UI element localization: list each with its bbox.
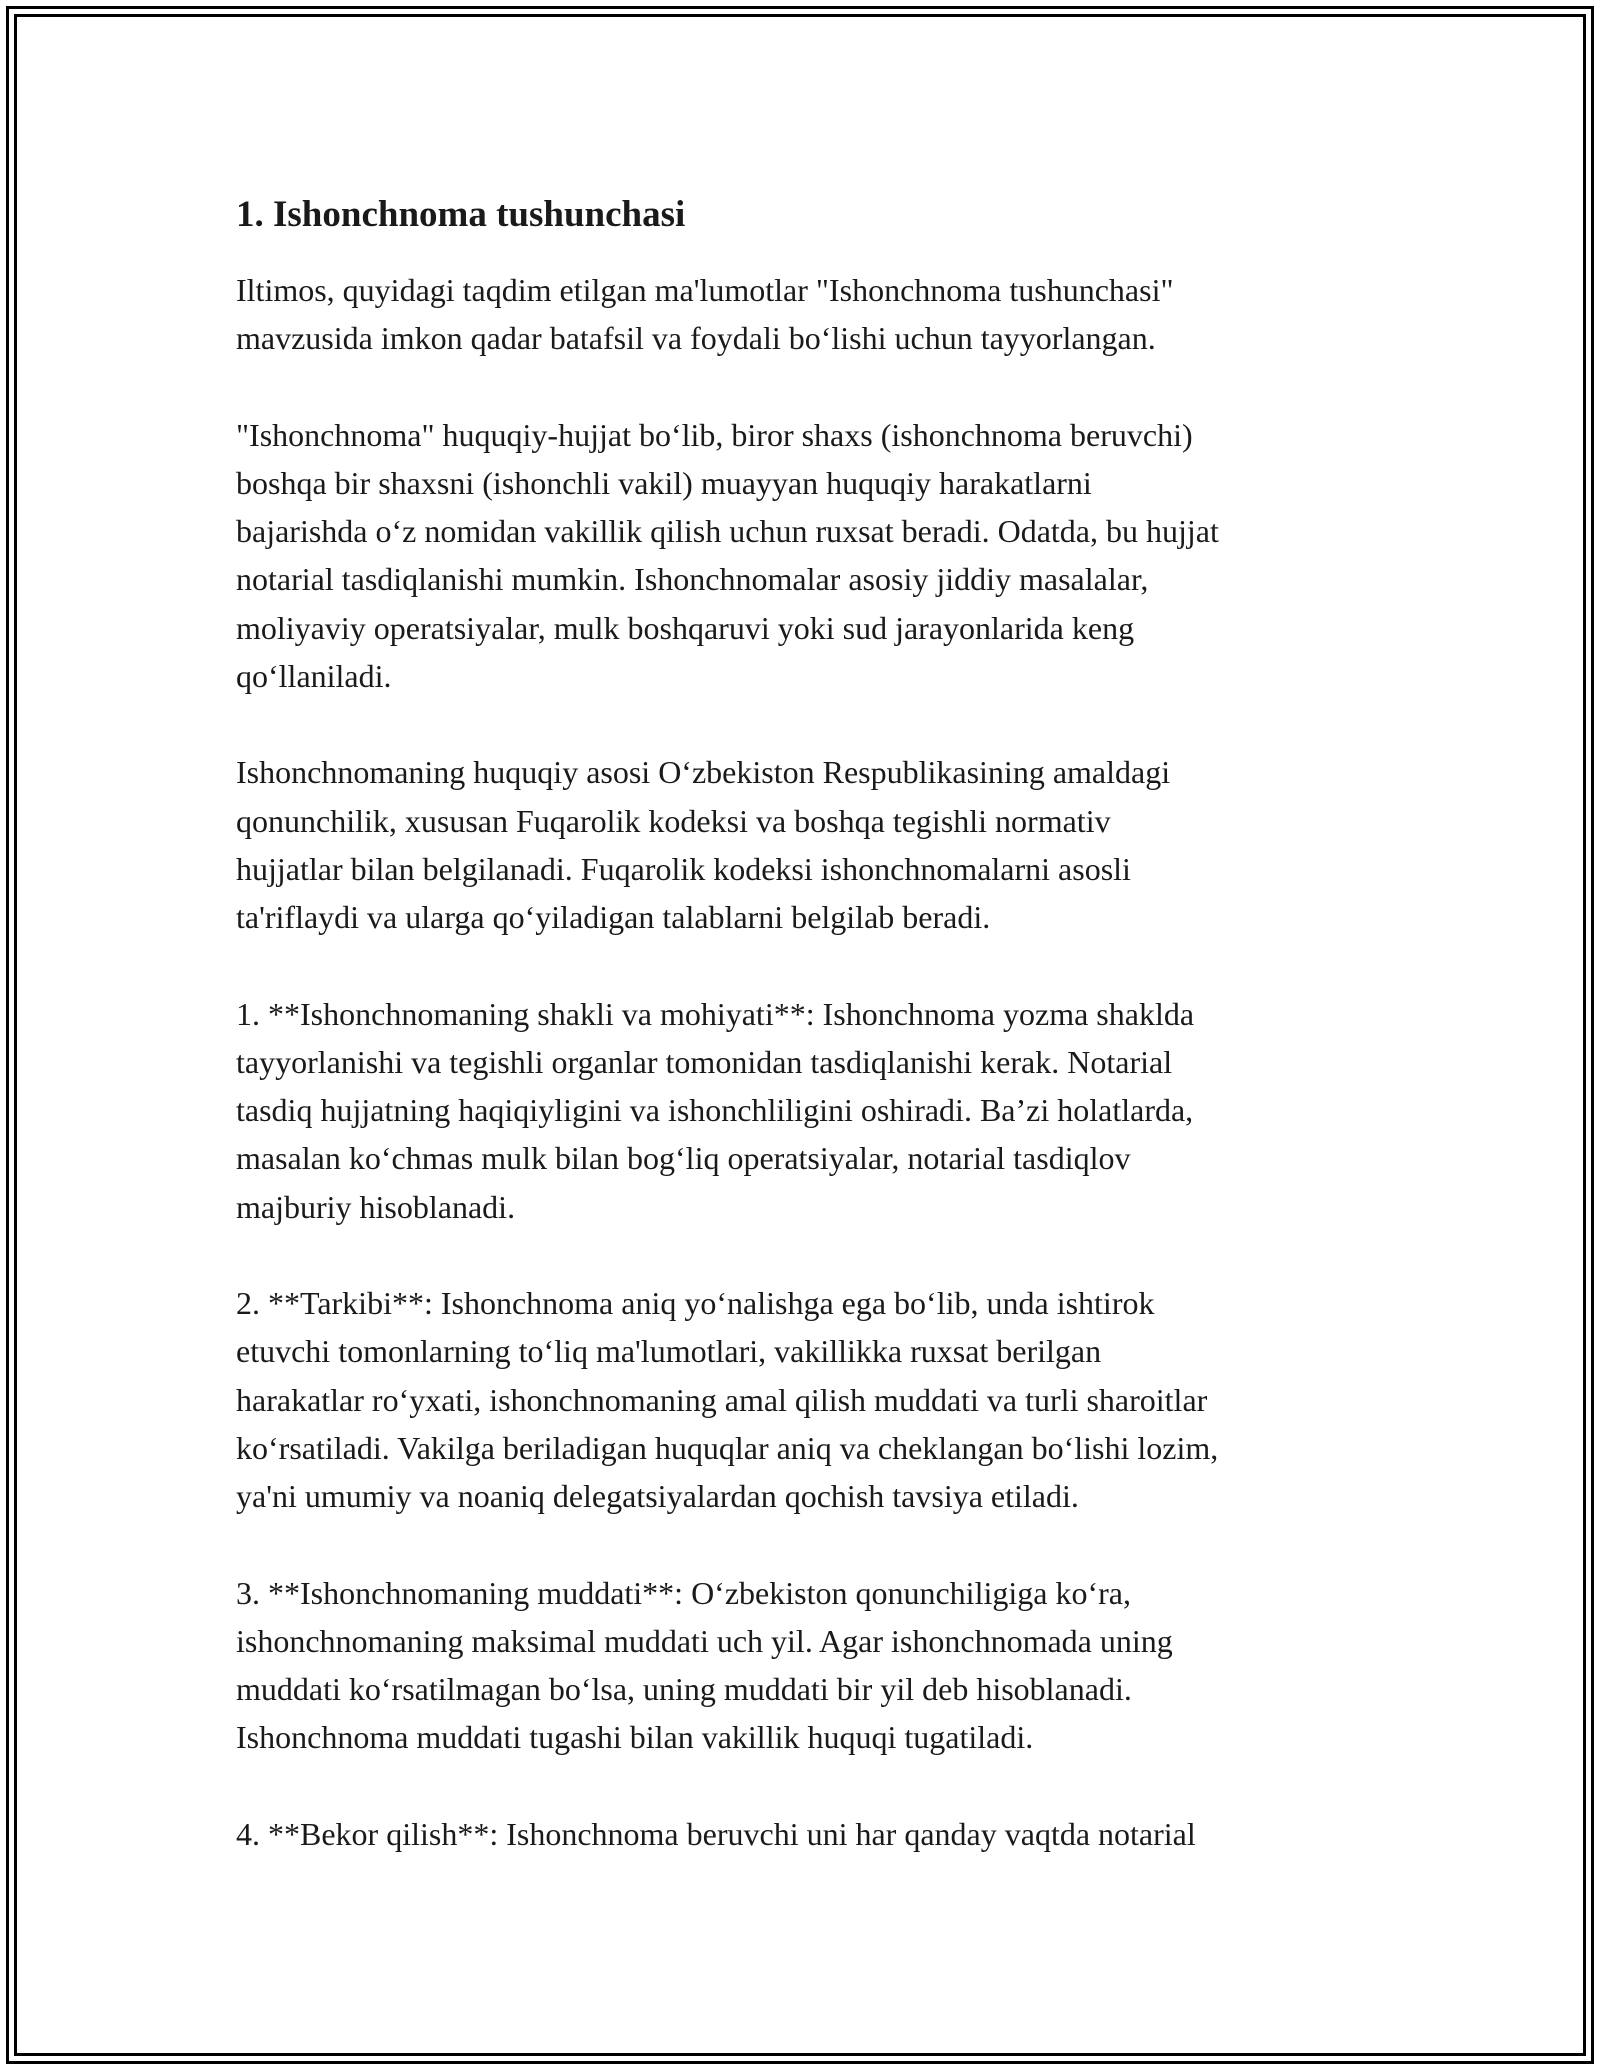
list-item-duration: 3. **Ishonchnomaning muddati**: O‘zbekiston qonunchiligiga ko‘ra, ishonchnomaning maksimal muddati uch yil. Agar ishonchnomada uning muddati ko‘rsatilmagan bo‘lsa, uning muddati bir yil deb hisoblanadi. Ishonchnoma muddati tugashi bilan vakillik huquqi tugatiladi. <box>236 1574 1173 1756</box>
paragraph-legal-basis: Ishonchnomaning huquqiy asosi O‘zbekiston Respublikasining amaldagi qonunchilik, xususan Fuqarolik kodeksi va boshqa tegishli normativ hujjatlar bilan belgilanadi. Fuqarolik kodeksi ishonchnomalarni asosli ta'riflaydi va ularga qo‘yiladigan talablarni belgilab beradi. <box>236 754 1171 936</box>
document-body <box>236 188 1386 1906</box>
paragraph-definition: "Ishonchnoma" huquqiy-hujjat bo‘lib, biror shaxs (ishonchnoma beruvchi) boshqa bir shaxsni (ishonchli vakil) muayyan huquqiy harakatlarni bajarishda o‘z nomidan vakillik qilish uchun ruxsat beradi. Odatda, bu hujjat notarial tasdiqlanishi mumkin. Ishonchnomalar asosiy jiddiy masalalar, moliyaviy operatsiyalar, mulk boshqaruvi yoki sud jarayonlarida keng qo‘llaniladi. <box>236 416 1219 695</box>
list-item-form-and-essence: 1. **Ishonchnomaning shakli va mohiyati**: Ishonchnoma yozma shaklda tayyorlanishi va tegishli organlar tomonidan tasdiqlanishi kerak. Notarial tasdiq hujjatning haqiqiyligini va ishonchliligini oshiradi. Ba’zi holatlarda, masalan ko‘chmas mulk bilan bog‘liq operatsiyalar, notarial tasdiqlov majburiy hisoblanadi. <box>236 995 1195 1225</box>
paragraph-intro: Iltimos, quyidagi taqdim etilgan ma'lumotlar "Ishonchnoma tushunchasi" mavzusida imkon qadar batafsil va foydali bo‘lishi uchun tayyorlangan. <box>236 272 1174 357</box>
document-title: 1. Ishonchnoma tushunchasi <box>236 194 686 235</box>
list-item-revocation: 4. **Bekor qilish**: Ishonchnoma beruvchi uni har qanday vaqtda notarial <box>236 1815 1196 1852</box>
list-item-composition: 2. **Tarkibi**: Ishonchnoma aniq yo‘nalishga ega bo‘lib, unda ishtirok etuvchi tomonlarning to‘liq ma'lumotlari, vakillikka ruxsat berilgan harakatlar ro‘yxati, ishonchnomaning amal qilish muddati va turli sharoitlar ko‘rsatiladi. Vakilga beriladigan huquqlar aniq va cheklangan bo‘lishi lozim, ya'ni umumiy va noaniq delegatsiyalardan qochish tavsiya etiladi. <box>236 1285 1219 1515</box>
